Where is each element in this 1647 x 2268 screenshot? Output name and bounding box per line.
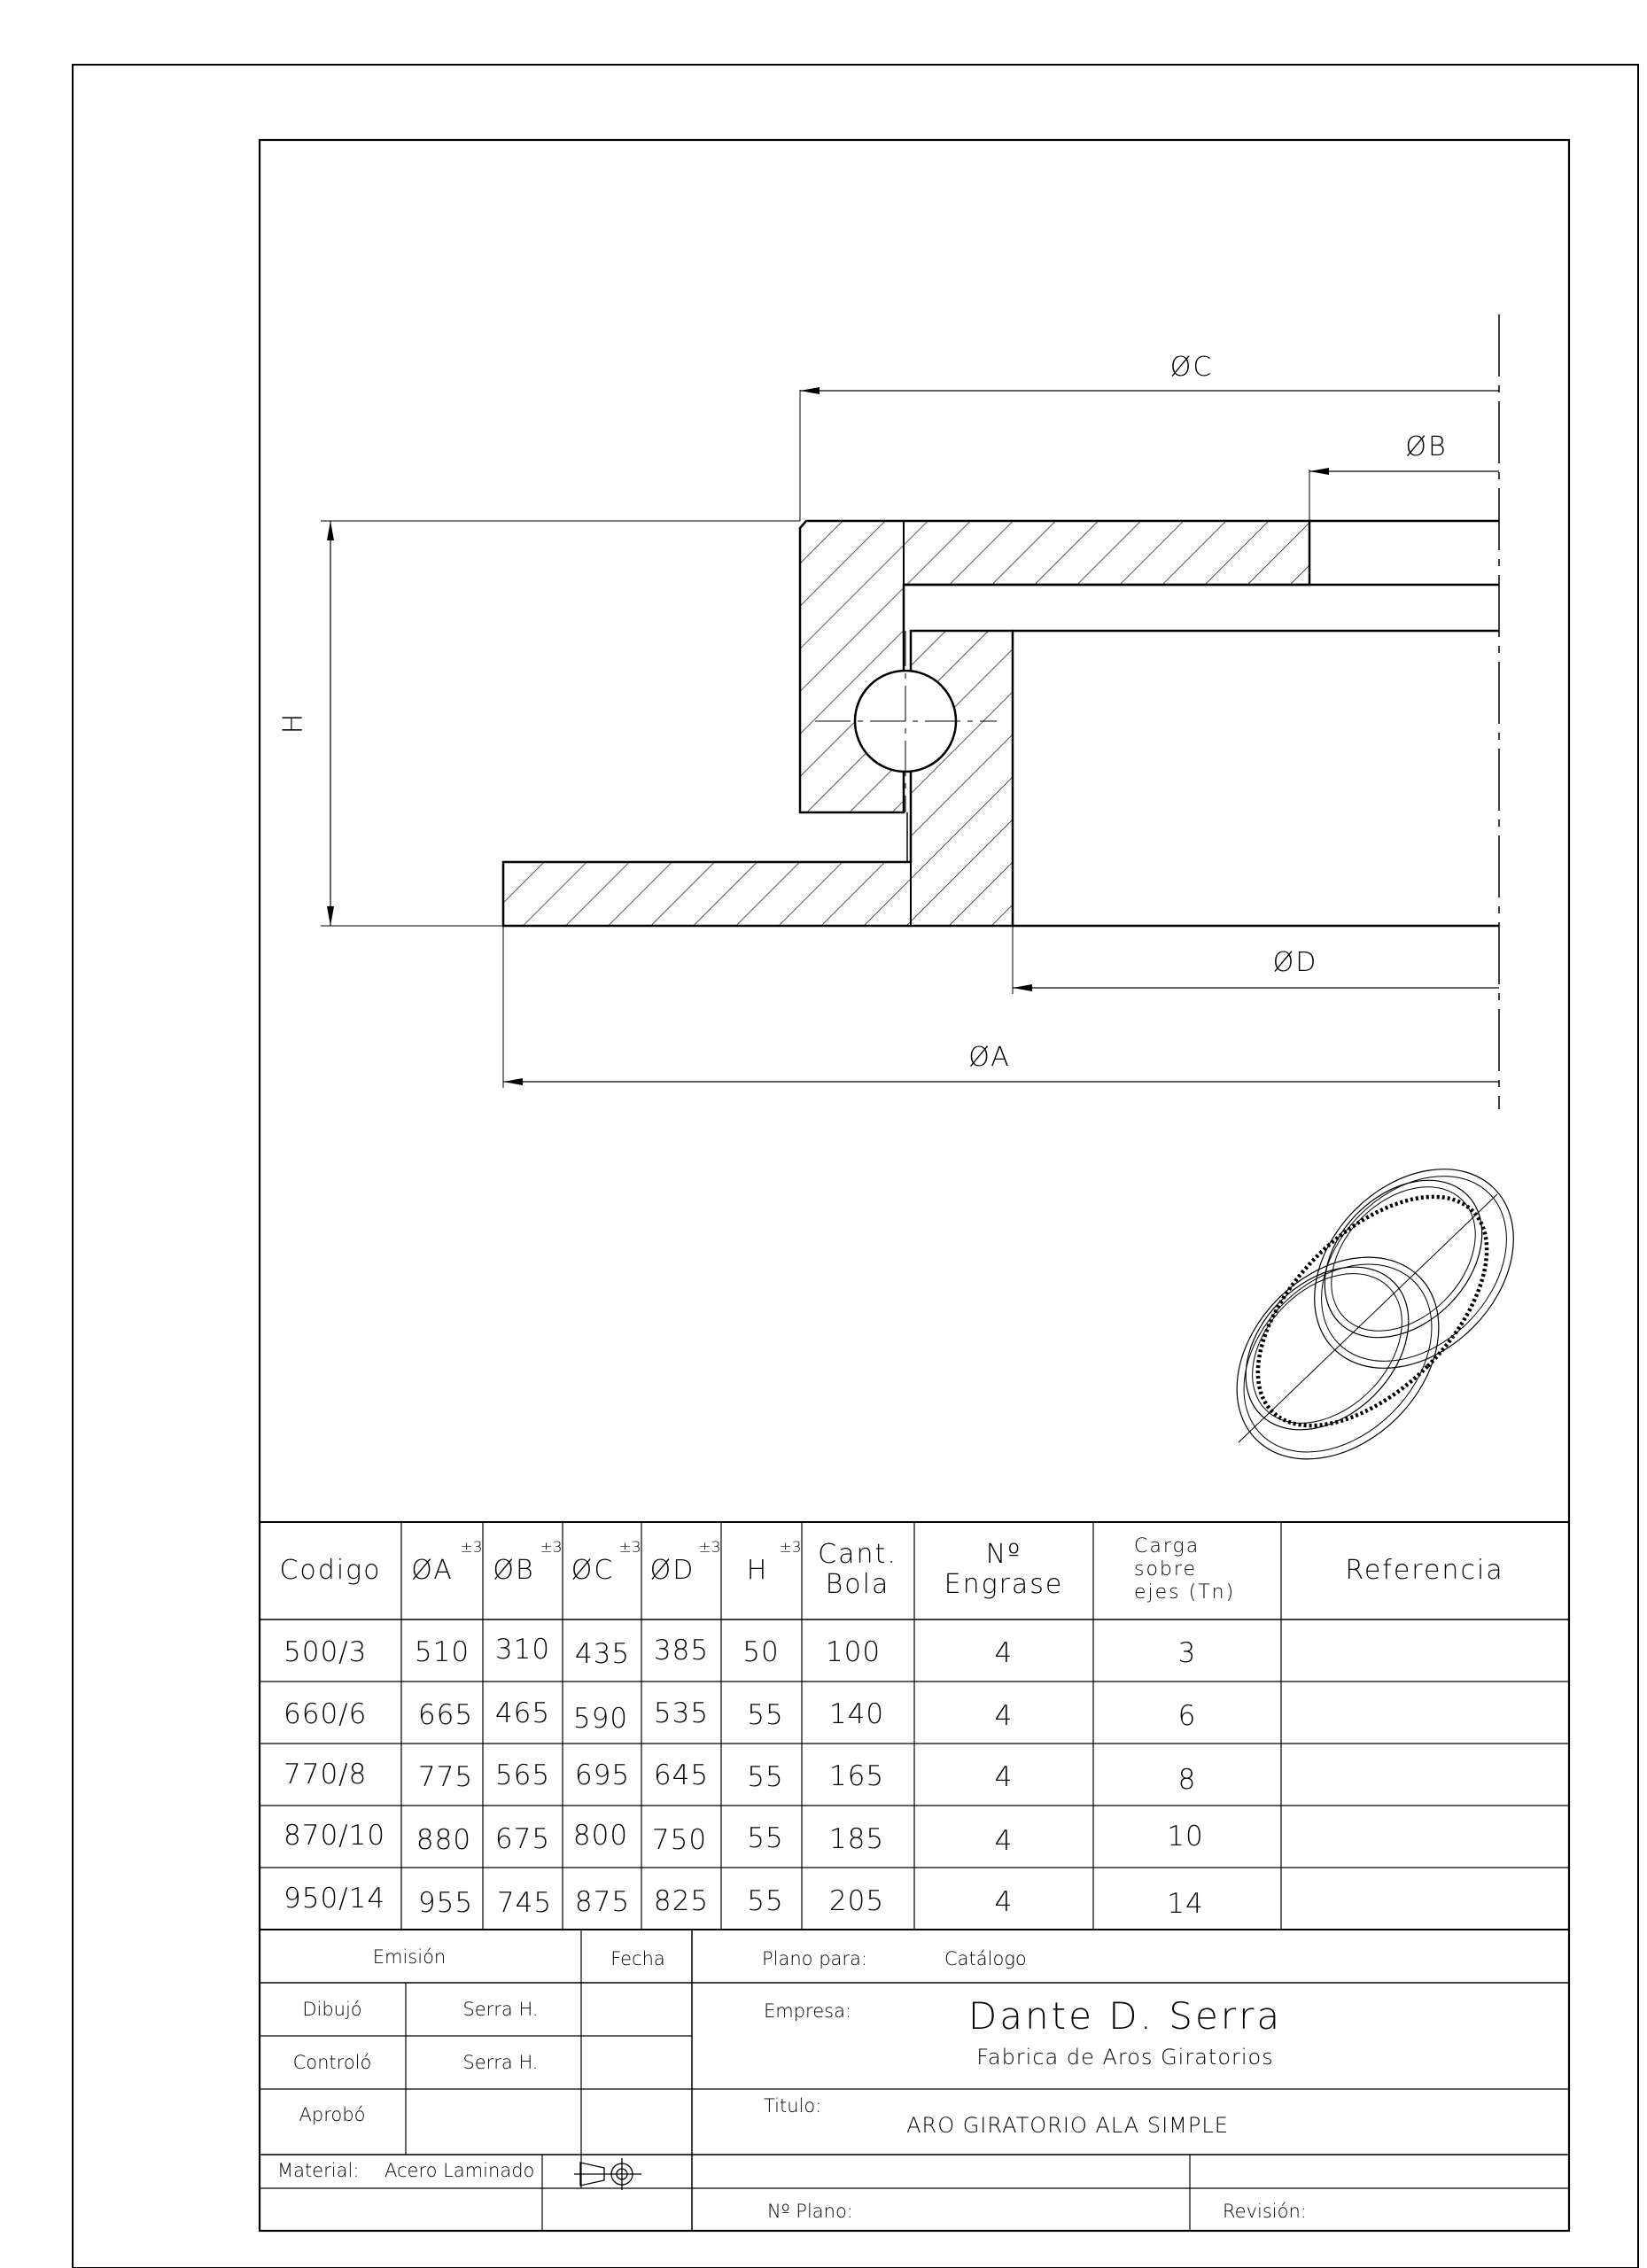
cell-b: 745 xyxy=(496,1887,553,1919)
cell-bola: 185 xyxy=(828,1823,885,1855)
header-a: ØA xyxy=(411,1555,454,1586)
table-row xyxy=(284,1697,1196,1735)
cross-section-drawing xyxy=(278,315,1500,1109)
header-cant-1: Cant. xyxy=(818,1539,897,1570)
dim-label-d: ØD xyxy=(1272,947,1318,978)
projection-symbol-icon xyxy=(574,2158,641,2190)
cell-c: 590 xyxy=(572,1703,629,1735)
cell-h: 50 xyxy=(742,1636,780,1668)
table-row xyxy=(284,1820,1204,1857)
cell-carga: 8 xyxy=(1177,1764,1197,1796)
header-d: ØD xyxy=(649,1555,695,1586)
header-carga-3: ejes (Tn) xyxy=(1134,1581,1236,1604)
inner-ring-section xyxy=(503,631,1013,926)
cell-d: 535 xyxy=(653,1697,710,1729)
titulo-value: ARO GIRATORIO ALA SIMPLE xyxy=(906,2113,1229,2138)
cell-h: 55 xyxy=(747,1822,784,1854)
cell-h: 55 xyxy=(747,1761,784,1793)
cell-codigo: 870/10 xyxy=(284,1820,386,1852)
plano-para-value: Catálogo xyxy=(944,1948,1027,1969)
cell-d: 825 xyxy=(653,1885,710,1917)
cell-h: 55 xyxy=(747,1699,784,1731)
header-engrase-1: Nº xyxy=(985,1539,1022,1570)
dim-label-h: H xyxy=(277,711,309,734)
cell-h: 55 xyxy=(747,1885,784,1917)
cell-engrase: 4 xyxy=(994,1886,1014,1918)
header-c: ØC xyxy=(571,1555,615,1586)
cell-bola: 140 xyxy=(828,1698,885,1730)
cell-engrase: 4 xyxy=(994,1637,1014,1669)
cell-carga: 6 xyxy=(1177,1700,1197,1732)
material-label: Material: xyxy=(277,2160,360,2181)
table-row xyxy=(284,1883,1204,1920)
header-carga-1: Carga xyxy=(1134,1535,1200,1557)
specs-table xyxy=(260,1522,1569,1930)
cell-bola: 165 xyxy=(828,1760,885,1792)
cell-bola: 100 xyxy=(825,1636,882,1668)
outer-ring-section xyxy=(800,521,1309,812)
titulo-label: Titulo: xyxy=(764,2095,822,2117)
cell-c: 695 xyxy=(574,1759,631,1791)
cell-engrase: 4 xyxy=(994,1825,1014,1857)
dim-label-a: ØA xyxy=(968,1042,1011,1073)
cell-c: 875 xyxy=(574,1886,631,1918)
plano-num-label: Nº Plano: xyxy=(767,2201,853,2222)
emision-label: Emisión xyxy=(372,1946,447,1968)
material-value: Acero Laminado xyxy=(385,2160,535,2181)
cell-engrase: 4 xyxy=(994,1761,1014,1793)
table-row xyxy=(284,1634,1196,1670)
aprobo-label: Aprobó xyxy=(299,2104,366,2125)
dibujo-label: Dibujó xyxy=(302,1999,362,2020)
cell-d: 385 xyxy=(653,1635,710,1666)
cell-a: 665 xyxy=(417,1699,474,1731)
dibujo-value: Serra H. xyxy=(462,1999,539,2020)
cell-a: 510 xyxy=(414,1636,470,1668)
header-h-tol: ±3 xyxy=(779,1539,802,1557)
company-subtitle: Fabrica de Aros Giratorios xyxy=(976,2045,1274,2070)
cell-b: 675 xyxy=(494,1823,551,1855)
cell-b: 465 xyxy=(494,1697,551,1729)
header-engrase-2: Engrase xyxy=(944,1569,1064,1600)
cell-a: 775 xyxy=(417,1761,474,1793)
cell-c: 435 xyxy=(574,1638,631,1670)
empresa-label: Empresa: xyxy=(764,2000,852,2022)
cell-engrase: 4 xyxy=(994,1700,1014,1732)
cell-bola: 205 xyxy=(828,1885,885,1917)
cell-codigo: 950/14 xyxy=(284,1883,386,1915)
dim-label-b: ØB xyxy=(1405,431,1448,462)
header-cant-2: Bola xyxy=(825,1569,890,1600)
header-a-tol: ±3 xyxy=(460,1539,483,1557)
header-b: ØB xyxy=(493,1555,535,1586)
cell-d: 645 xyxy=(653,1759,710,1791)
header-d-tol: ±3 xyxy=(698,1539,721,1557)
cell-b: 310 xyxy=(494,1634,551,1666)
cell-carga: 10 xyxy=(1167,1821,1204,1852)
cell-codigo: 500/3 xyxy=(284,1636,368,1668)
title-block xyxy=(260,1930,1569,2231)
revision-label: Revisión: xyxy=(1223,2201,1307,2222)
cell-d: 750 xyxy=(651,1824,708,1856)
controlo-label: Controló xyxy=(292,2052,372,2073)
controlo-value: Serra H. xyxy=(462,2052,539,2073)
header-codigo: Codigo xyxy=(279,1555,382,1586)
outer-frame xyxy=(73,65,1638,2268)
header-carga-2: sobre xyxy=(1134,1558,1197,1581)
header-referencia: Referencia xyxy=(1345,1555,1504,1586)
cell-codigo: 770/8 xyxy=(284,1759,368,1790)
header-h: H xyxy=(746,1555,769,1586)
cell-codigo: 660/6 xyxy=(284,1698,368,1730)
header-c-tol: ±3 xyxy=(618,1539,641,1557)
plano-para-label: Plano para: xyxy=(762,1948,867,1969)
table-row xyxy=(284,1759,1196,1796)
cell-c: 800 xyxy=(572,1820,629,1852)
cell-b: 565 xyxy=(494,1759,551,1791)
company-name: Dante D. Serra xyxy=(967,1994,1283,2038)
isometric-ring-illustration xyxy=(1197,1130,1553,1499)
cell-a: 955 xyxy=(417,1887,474,1919)
cell-a: 880 xyxy=(416,1824,472,1856)
cell-carga: 14 xyxy=(1167,1888,1204,1920)
dim-label-c: ØC xyxy=(1169,352,1214,383)
cell-carga: 3 xyxy=(1177,1637,1197,1669)
header-b-tol: ±3 xyxy=(540,1539,563,1557)
fecha-label: Fecha xyxy=(610,1948,665,1969)
